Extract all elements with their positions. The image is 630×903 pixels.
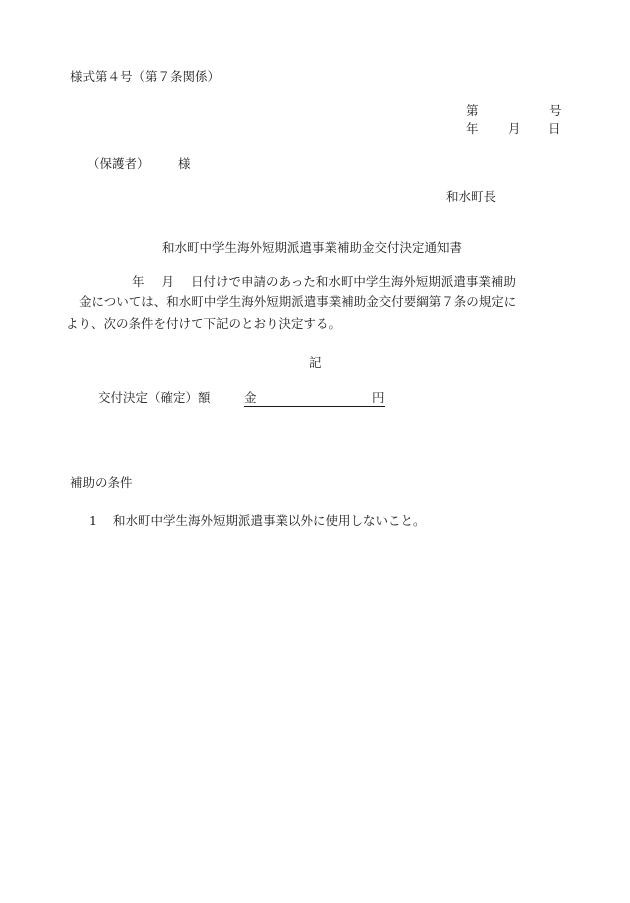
date-year-label: 年 — [466, 121, 479, 136]
body-year-label: 年 — [132, 274, 145, 289]
condition-item-number: 1 — [89, 513, 97, 528]
issuer-name: 和水町長 — [446, 189, 497, 204]
body-line-3: より、次の条件を付けて下記のとおり決定する。 — [66, 316, 342, 331]
ki-heading: 記 — [309, 355, 322, 370]
body-line-2: 金については、和水町中学生海外短期派遣事業補助金交付要綱第７条の規定に — [79, 294, 517, 309]
amount-prefix: 金 — [244, 390, 257, 405]
condition-item-text: 和水町中学生海外短期派遣事業以外に使用しないこと。 — [113, 513, 426, 528]
body-line-1 — [66, 276, 516, 289]
amount-suffix: 円 — [372, 390, 385, 405]
reference-go-label: 号 — [549, 103, 562, 118]
reference-dai-label: 第 — [466, 103, 479, 118]
recipient-honorific: 様 — [178, 156, 191, 171]
amount-label: 交付決定（確定）額 — [98, 390, 211, 405]
amount-underline — [244, 406, 385, 407]
date-day-label: 日 — [548, 121, 561, 136]
document-title: 和水町中学生海外短期派遣事業補助金交付決定通知書 — [162, 240, 463, 255]
body-line-1-text: 日付けで申請のあった和水町中学生海外短期派遣事業補助 — [191, 274, 516, 289]
conditions-heading: 補助の条件 — [70, 475, 133, 490]
body-month-label: 月 — [161, 274, 175, 289]
recipient-label: （保護者） — [87, 156, 150, 171]
date-month-label: 月 — [508, 121, 521, 136]
form-number: 様式第４号（第７条関係） — [70, 69, 221, 84]
